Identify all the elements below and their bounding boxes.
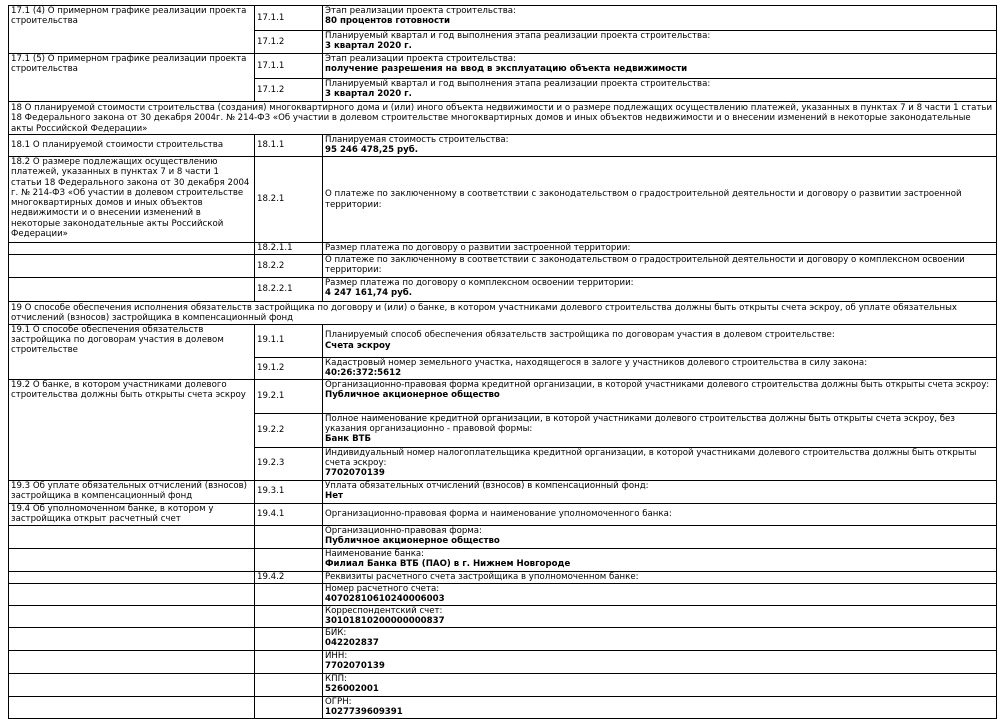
item-cell [323,31,997,54]
table-row [9,278,997,302]
document-page [8,5,996,719]
item-value: Публичное акционерное общество [325,535,500,546]
item-value: 95 246 478,25 руб. [325,145,419,156]
table-row [9,379,997,413]
section-title: 18.1 О планируемой стоимости строительства [9,135,255,157]
empty-cell [255,696,323,718]
empty-cell [9,548,255,571]
item-cell [323,447,997,480]
table-row [9,627,997,650]
project-declaration-table [8,5,997,719]
item-cell [323,6,997,31]
item-value: Филиал Банка ВТБ (ПАО) в г. Нижнем Новгороде [325,558,571,569]
item-label: Организационно-правовая форма кредитной организации, в которой участниками долевого строительства должны быть открыты счета эскроу: [325,379,990,390]
item-label: Планируемый способ обеспечения обязательств застройщика по договорам участия в долевом строительстве: [325,330,835,341]
item-number: 18.2.1 [255,157,323,243]
item-number: 18.1.1 [255,135,323,157]
item-cell [323,79,997,102]
item-value: 7702070139 [325,660,385,671]
item-cell [323,605,997,627]
table-row [9,503,997,525]
empty-cell [255,548,323,571]
item-number: 19.3.1 [255,480,323,503]
item-cell [323,696,997,718]
item-number: 17.1.1 [255,6,323,31]
item-label: БИК: [325,627,347,638]
item-label: Номер расчетного счета: [325,583,440,594]
item-cell [323,324,997,357]
item-cell [323,673,997,696]
table-row [9,324,997,357]
item-number: 19.4.1 [255,503,323,525]
item-value: 3 квартал 2020 г. [325,41,412,52]
item-label: Размер платежа по договору о комплексном освоении территории: [325,278,634,288]
empty-cell [255,605,323,627]
item-cell [323,135,997,157]
table-row [9,696,997,718]
item-label: Планируемая стоимость строительства: [325,135,509,145]
item-label: Корреспондентский счет: [325,605,443,616]
item-number: 19.1.2 [255,357,323,379]
table-row [9,302,997,325]
item-value: Счета эскроу [325,340,391,351]
item-value: 4 247 161,74 руб. [325,288,413,299]
item-cell [323,54,997,79]
item-number: 19.2.2 [255,413,323,447]
item-value: 1027739609391 [325,706,403,717]
item-number: 17.1.1 [255,54,323,79]
table-row [9,480,997,503]
empty-cell [9,650,255,673]
table-row [9,6,997,31]
section-title: 17.1 (4) О примерном графике реализации проекта строительства [9,6,255,54]
item-value: 80 процентов готовности [325,16,451,27]
item-label: КПП: [325,673,347,684]
item-number: 19.2.1 [255,379,323,413]
section-title: 19.4 Об уполномоченном банке, в котором у застройщика открыт расчетный счет [9,503,255,525]
item-value: Банк ВТБ [325,434,372,445]
section-title: 19.1 О способе обеспечения обязательств застройщика по договорам участия в долевом строительстве [9,324,255,379]
item-cell [323,583,997,605]
item-label: Планируемый квартал и год выполнения этапа реализации проекта строительства: [325,31,711,41]
item-value: 3 квартал 2020 г. [325,89,412,100]
item-label: Наименование банка: [325,548,425,559]
item-cell [323,413,997,447]
empty-cell [255,650,323,673]
item-number: 18.2.2.1 [255,278,323,302]
item-number: 18.2.1.1 [255,243,323,255]
item-label: Реквизиты расчетного счета застройщика в уполномоченном банке: [323,571,997,583]
item-label: Индивидуальный номер налогоплательщика кредитной организации, в которой участниками долевого строительства должны быть открыты счета эскроу: [325,447,977,468]
empty-cell [9,627,255,650]
empty-cell [9,571,255,583]
item-cell [323,480,997,503]
table-row [9,605,997,627]
item-value: 40702810610240006003 [325,593,445,604]
table-row [9,548,997,571]
item-number: 18.2.2 [255,255,323,278]
item-number: 19.1.1 [255,324,323,357]
empty-cell [9,278,255,302]
item-cell [323,278,997,302]
empty-cell [9,696,255,718]
item-label: О платеже по заключенному в соответствии с законодательством о градостроительной деятельности и договору о комплексном освоении территории: [323,255,997,278]
item-cell [323,525,997,548]
empty-cell [9,673,255,696]
empty-cell [9,583,255,605]
item-number: 19.4.2 [255,571,323,583]
section-title: 19.3 Об уплате обязательных отчислений (взносов) застройщика в компенсационный фонд [9,480,255,503]
table-row [9,135,997,157]
table-row [9,54,997,79]
item-cell [323,548,997,571]
item-value: 40:26:372:5612 [325,367,402,378]
table-row [9,102,997,135]
table-row [9,571,997,583]
item-value: 526002001 [325,683,379,694]
section-title: 19.2 О банке, в котором участниками долевого строительства должны быть открыты счета эскроу [9,379,255,480]
item-value: 042202837 [325,637,379,648]
empty-cell [9,605,255,627]
empty-cell [9,255,255,278]
table-row [9,525,997,548]
item-label: Этап реализации проекта строительства: [325,54,516,64]
item-label: Уплата обязательных отчислений (взносов) в компенсационный фонд: [325,480,649,491]
item-cell [323,627,997,650]
item-label: Организационно-правовая форма и наименование уполномоченного банка: [323,503,997,525]
item-value: 7702070139 [325,468,385,479]
item-label: ИНН: [325,650,348,661]
item-cell [323,650,997,673]
table-row [9,255,997,278]
item-label: О платеже по заключенному в соответствии с законодательством о градостроительной деятельности и договору о развитии застроенной территории: [323,157,997,243]
table-row [9,243,997,255]
section-title: 18.2 О размере подлежащих осуществлению платежей, указанных в пунктах 7 и 8 части 1 статьи 18 Федерального закона от 30 декабря 2004 г. № 214-ФЗ «Об участии в долевом строительстве многоквартирных домов и иных объектов недвижимости и о внесении изменений в некоторые законодательные акты Российской Федерации» [9,157,255,243]
section-title: 17.1 (5) О примерном графике реализации проекта строительства [9,54,255,102]
empty-cell [255,525,323,548]
item-cell [323,357,997,379]
table-row [9,157,997,243]
empty-cell [9,243,255,255]
item-label: Организационно-правовая форма: [325,525,482,536]
item-value: Нет [325,490,344,501]
item-label: Размер платежа по договору о развитии застроенной территории: [323,243,997,255]
item-value: Публичное акционерное общество [325,389,500,400]
empty-cell [255,583,323,605]
item-value: 30101810200000000837 [325,615,445,626]
table-row [9,650,997,673]
section-header: 18 О планируемой стоимости строительства (создания) многоквартирного дома и (или) иного объекта недвижимости и о размере подлежащих осуществлению платежей, указанных в пунктах 7 и 8 части 1 статьи 18 Федерального закона от 30 декабря 2004г. № 214-ФЗ «Об участии в долевом строительстве многоквартирных домов и иных объектов недвижимости и о внесении изменений в некоторые законодательные акты Российской Федерации» [9,102,997,135]
item-label: Полное наименование кредитной организации, в которой участниками долевого строительства должны быть открыты счета эскроу, без указания организационно - правовой формы: [325,413,955,434]
item-number: 17.1.2 [255,79,323,102]
item-value: получение разрешения на ввод в эксплуатацию объекта недвижимости [325,64,688,75]
empty-cell [9,525,255,548]
item-number: 19.2.3 [255,447,323,480]
item-label: ОГРН: [325,696,352,707]
item-number: 17.1.2 [255,31,323,54]
empty-cell [255,627,323,650]
table-row [9,673,997,696]
item-label: Этап реализации проекта строительства: [325,6,516,16]
section-header: 19 О способе обеспечения исполнения обязательств застройщика по договору и (или) о банке, в котором участниками долевого строительства должны быть открыты счета эскроу, об уплате обязательных отчислений (взносов) застройщика в компенсационный фонд [9,302,997,325]
item-cell [323,379,997,413]
empty-cell [255,673,323,696]
table-row [9,583,997,605]
item-label: Планируемый квартал и год выполнения этапа реализации проекта строительства: [325,79,711,89]
item-label: Кадастровый номер земельного участка, находящегося в залоге у участников долевого строительства в силу закона: [325,357,868,368]
